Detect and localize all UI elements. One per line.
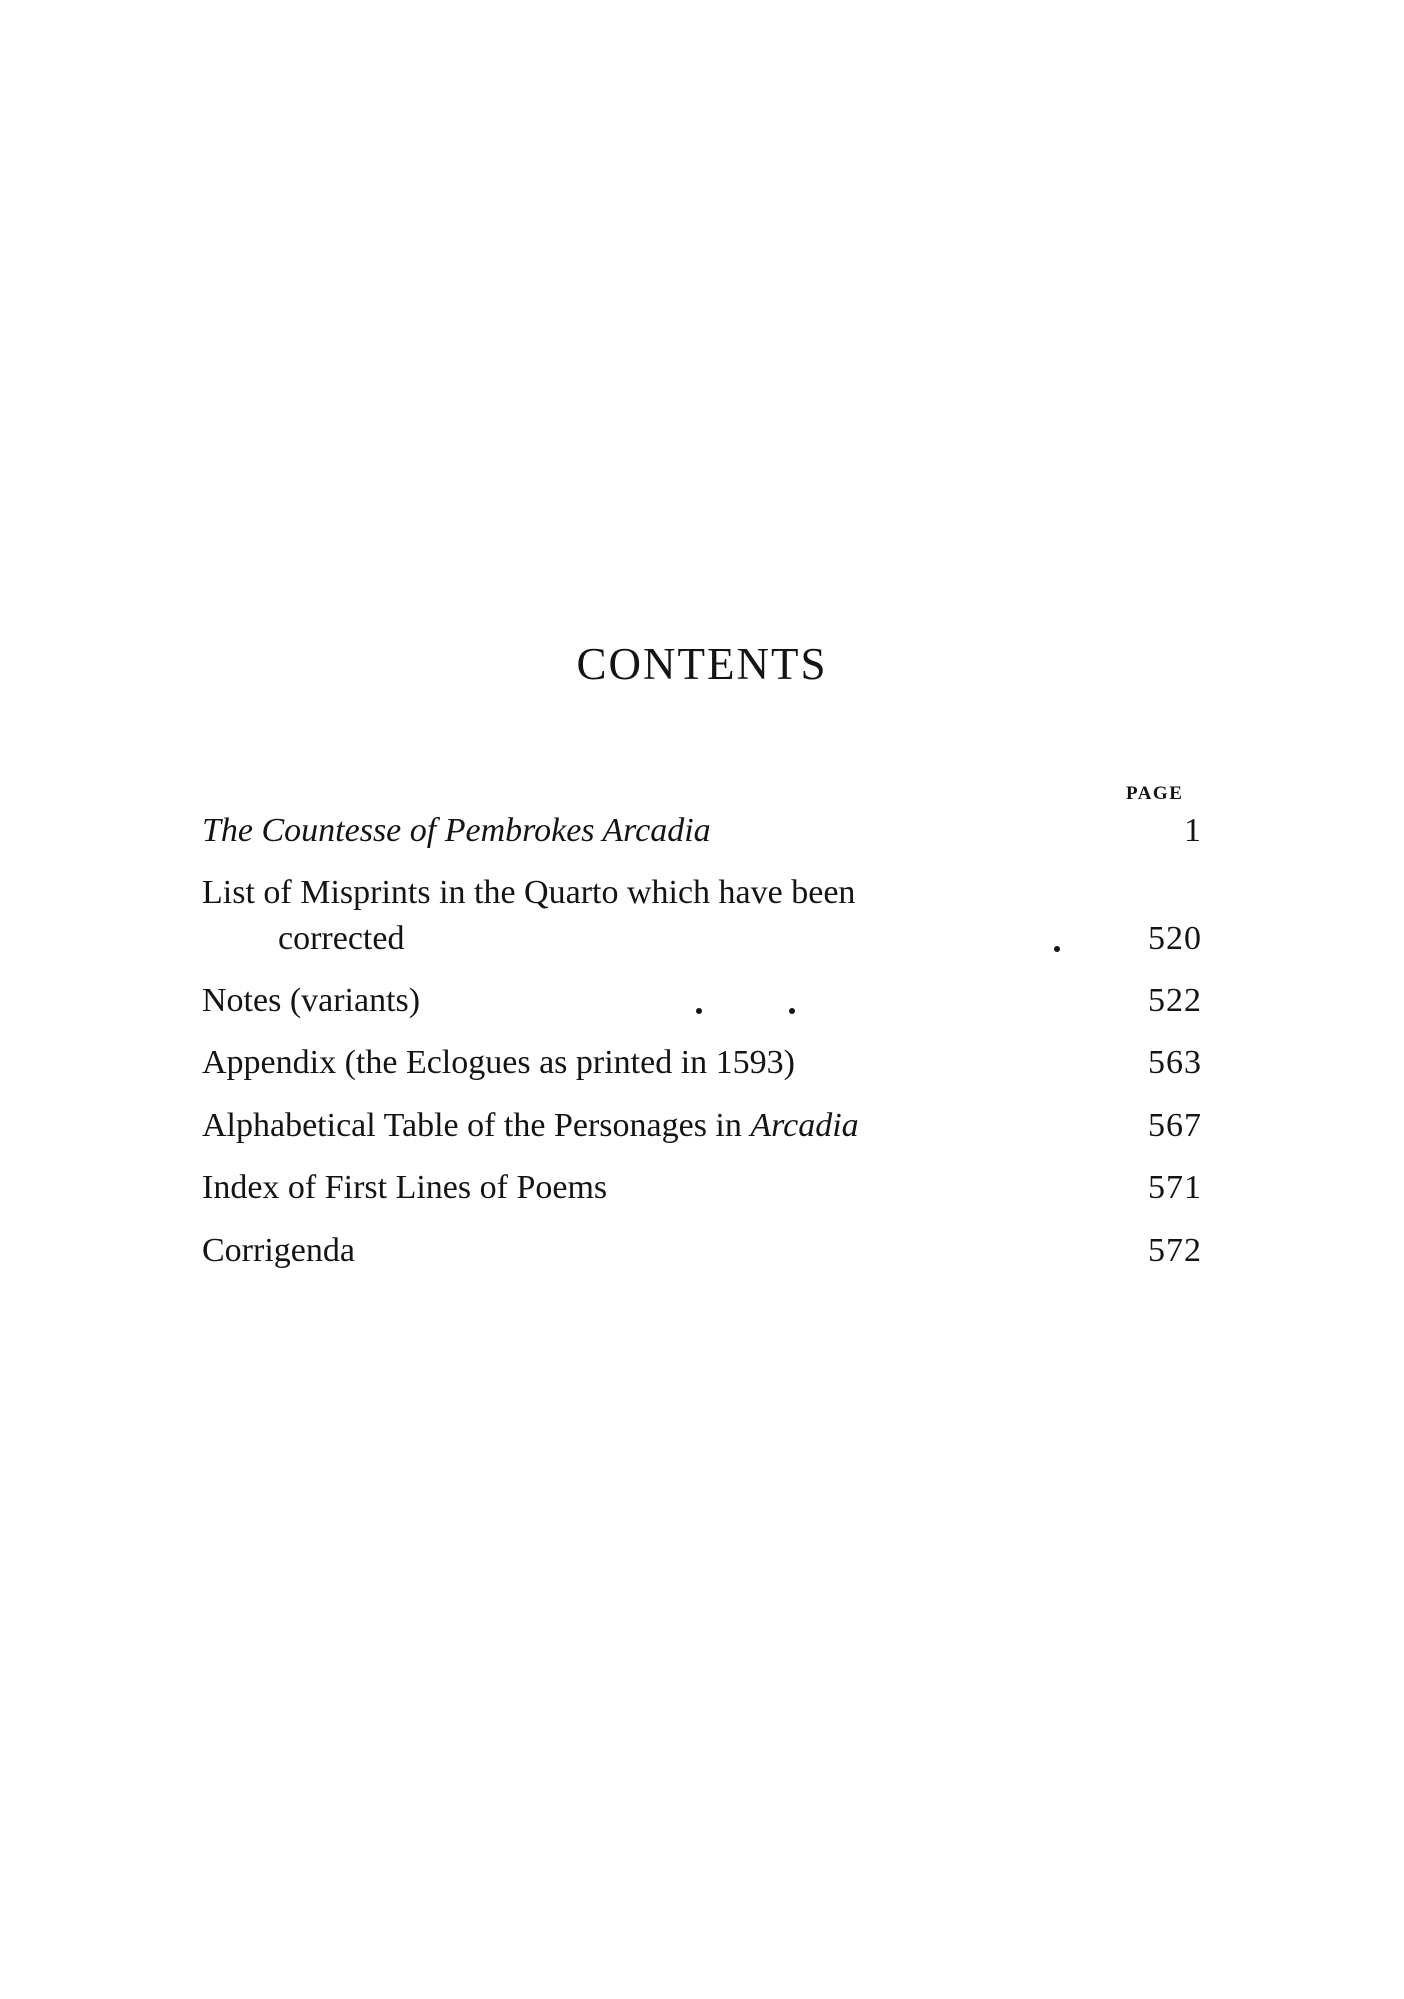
- toc-entry-title: Corrigenda: [202, 1232, 355, 1269]
- toc-entry-page: 572: [1148, 1232, 1202, 1269]
- page-column-header: PAGE: [1126, 783, 1184, 804]
- toc-entry-title-text: Alphabetical Table of the Personages in: [202, 1107, 751, 1144]
- toc-entry-page: 567: [1148, 1107, 1202, 1144]
- toc-entry-title: The Countesse of Pembrokes Arcadia: [202, 812, 711, 849]
- leader-dot: [696, 1008, 702, 1014]
- contents-heading: CONTENTS: [576, 639, 828, 689]
- toc-entry-page: 571: [1148, 1169, 1202, 1206]
- table-of-contents: [202, 0, 1202, 1999]
- toc-entry-page: 1: [1184, 812, 1202, 849]
- toc-entry-title: [202, 1107, 859, 1145]
- toc-entry-title-italic: Arcadia: [750, 1107, 859, 1144]
- toc-entry-title: Notes (variants): [202, 982, 421, 1019]
- toc-entry-title: Appendix (the Eclogues as printed in 1593): [202, 1044, 795, 1081]
- toc-entry-title-line1: List of Misprints in the Quarto which have been: [202, 874, 856, 911]
- toc-entry-page: 522: [1148, 982, 1202, 1019]
- leader-dot: [1054, 946, 1060, 952]
- toc-entry-page: 520: [1148, 920, 1202, 957]
- leader-dot: [789, 1008, 795, 1014]
- toc-entry-title: Index of First Lines of Poems: [202, 1169, 608, 1206]
- toc-entry-title-line2: corrected: [278, 920, 405, 957]
- toc-entry-page: 563: [1148, 1044, 1202, 1081]
